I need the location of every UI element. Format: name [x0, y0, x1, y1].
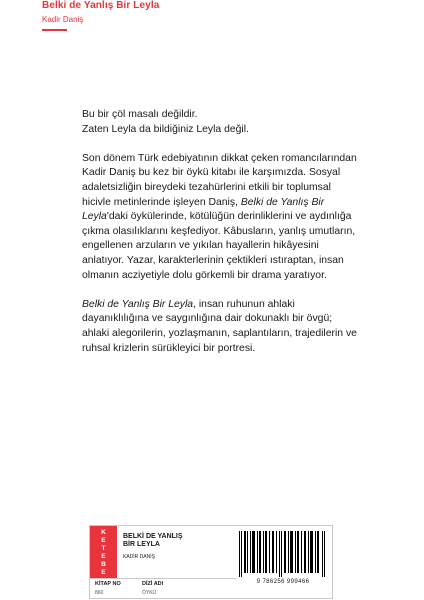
blurb-line: çıkma olasılıklarını keşfediyor. Kâbusların, yanlış umutların, [82, 225, 356, 237]
back-cover-blurb [82, 108, 392, 371]
blurb-line: dayanıklılığına ve saygınlığına dair dokunaklı bir övgü; [82, 313, 333, 325]
book-title-italic: Belki de Yanlış Bir Leyla [82, 298, 194, 310]
blurb-line: anlatıyor. Yazar, karakterlerinin çektikleri ıstıraptan, insan [82, 254, 344, 266]
label-title-line: BELKİ DE YANLIŞ [123, 533, 183, 540]
publisher-logo [90, 526, 117, 578]
title-underline [42, 29, 67, 31]
logo-letter: K [101, 529, 106, 536]
blurb-line [82, 210, 392, 225]
logo-letter: E [101, 553, 106, 560]
book-title-italic: Leyla [82, 211, 107, 223]
logo-letter: T [101, 545, 106, 552]
blurb-line [82, 196, 392, 211]
label-title [123, 533, 183, 550]
label-author: KADİR DANİŞ [123, 554, 155, 560]
blurb-text: hicivle metinlerinde işleyen Daniş, [82, 196, 241, 208]
blurb-paragraph-1 [82, 108, 392, 137]
blurb-text: , insan ruhunun ahlaki [193, 298, 295, 310]
label-divider [90, 578, 236, 579]
blurb-line [82, 298, 392, 313]
blurb-line: Son dönem Türk edebiyatının dikkat çeken romancılarından [82, 152, 357, 164]
label-title-line: BİR LEYLA [123, 541, 160, 549]
logo-letter: B [101, 561, 106, 568]
blurb-line: ruhsal krizlerin sürükleyici bir portresi. [82, 342, 256, 354]
header [42, 0, 159, 31]
blurb-paragraph-3 [82, 298, 392, 356]
book-number-header: KİTAP NO [95, 581, 121, 587]
blurb-text: 'daki öykülerinde, kötülüğün derinliklerini ve aydınlığa [106, 211, 352, 223]
book-author: Kadir Daniş [42, 15, 84, 24]
logo-letter: E [101, 537, 106, 544]
logo-letter: E [101, 569, 106, 576]
blurb-line: Bu bir çöl masalı değildir. [82, 109, 198, 120]
blurb-line: Kadir Daniş bu kez bir öykü kitabı ile karşımızda. Sosyal [82, 167, 341, 179]
blurb-line: Zaten Leyla da bildiğiniz Leyla değil. [82, 123, 249, 135]
blurb-line: ahlaki alegorilerin, yozlaşmanın, saplantıların, trajedilerin ve [82, 327, 357, 339]
blurb-paragraph-2 [82, 152, 392, 283]
blurb-line: engellenen arzuların ve yıkılan hayallerin hikâyesini [82, 240, 319, 252]
catalog-label [89, 525, 333, 599]
book-title: Belki de Yanlış Bir Leyla [42, 0, 160, 11]
isbn-number: 9 786256 999466 [256, 579, 310, 585]
book-title-italic: Belki de Yanlış Bir [240, 196, 325, 208]
blurb-line: adaletsizliğin bireydeki tezahürlerini etkili bir toplumsal [82, 181, 331, 193]
series-name-value: ÖYKÜ [142, 590, 157, 596]
barcode-icon [238, 531, 326, 577]
blurb-line: olmanın acziyetiyle dolu görkemli bir drama yaratıyor. [82, 269, 327, 281]
book-number-value: 860 [95, 590, 104, 596]
series-name-header: DİZİ ADI [142, 581, 164, 587]
